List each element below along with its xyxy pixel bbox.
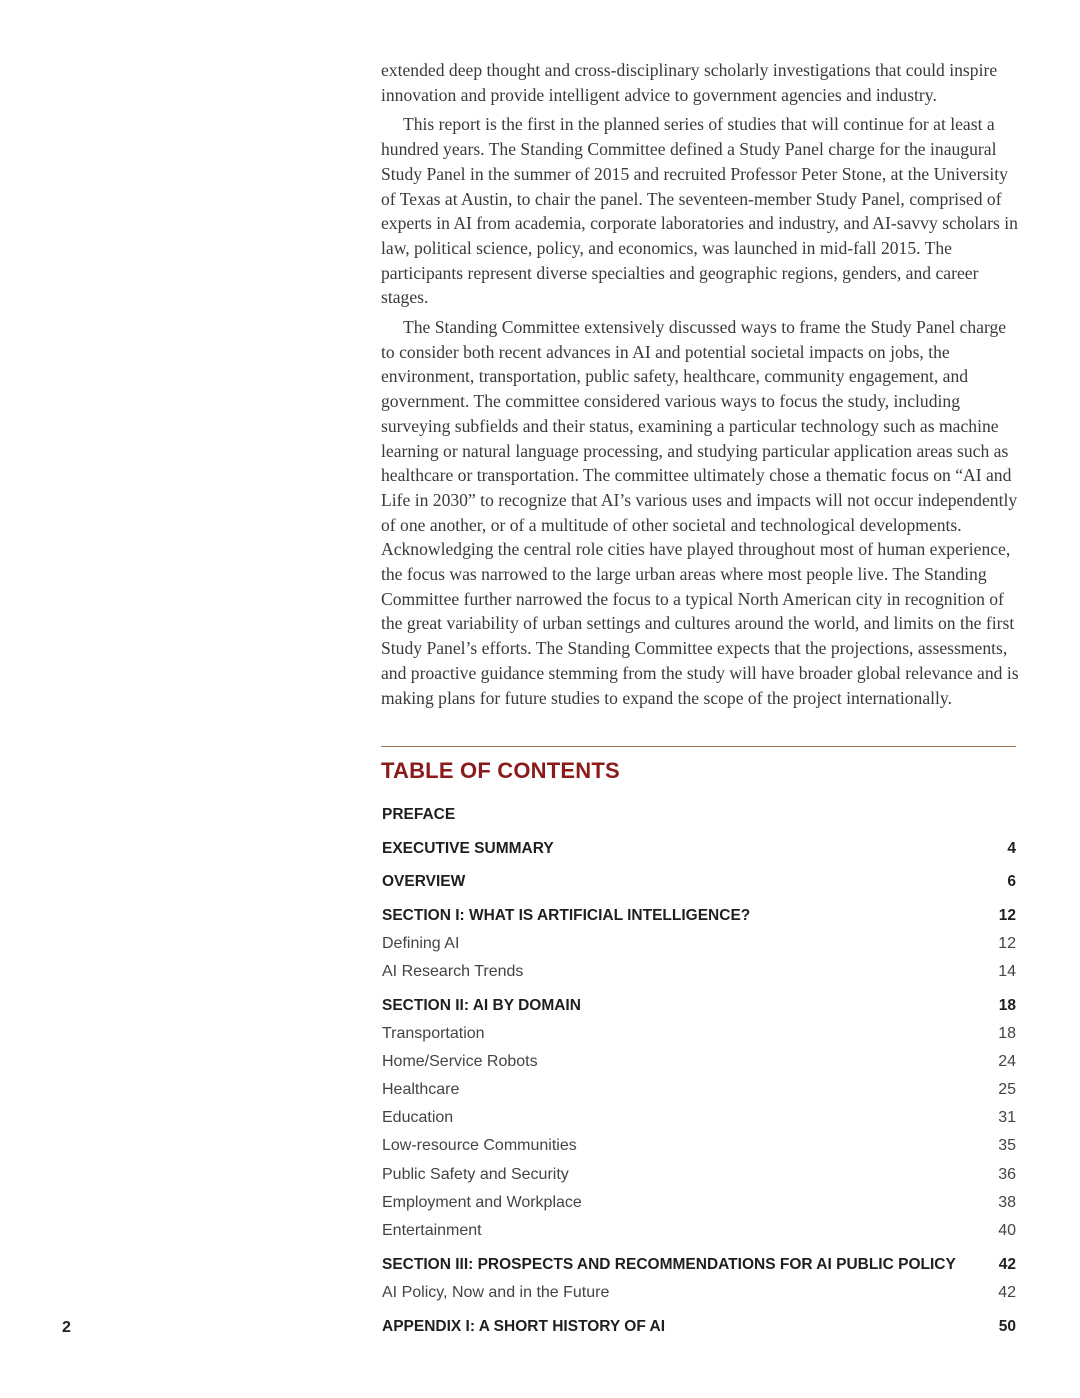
- section-divider: [381, 746, 1016, 747]
- toc-entry-label: OVERVIEW: [382, 873, 466, 890]
- toc-entry-healthcare[interactable]: [382, 1081, 1016, 1099]
- toc-entry-label: SECTION III: PROSPECTS AND RECOMMENDATIONS FOR AI PUBLIC POLICY: [382, 1256, 956, 1273]
- paragraph-continuation: extended deep thought and cross-disciplinary scholarly investigations that could inspire innovation and provide intelligent advice to government agencies and industry.: [381, 60, 998, 105]
- toc-entry-low-resource-communities[interactable]: [382, 1137, 1016, 1155]
- toc-entry-executive-summary[interactable]: [382, 840, 1016, 858]
- toc-entry-home-service-robots[interactable]: [382, 1053, 1016, 1071]
- toc-entry-label: SECTION I: WHAT IS ARTIFICIAL INTELLIGENCE?: [382, 907, 751, 924]
- toc-entry-section-2[interactable]: [382, 997, 1016, 1015]
- toc-entry-preface[interactable]: [382, 806, 1016, 824]
- toc-entry-label: Home/Service Robots: [382, 1053, 538, 1070]
- toc-entry-label: Public Safety and Security: [382, 1166, 569, 1183]
- body-text: [381, 58, 1021, 715]
- page-number: 2: [62, 1319, 71, 1336]
- toc-entry-label: Healthcare: [382, 1081, 460, 1098]
- toc-entry-page: 42: [998, 1256, 1016, 1273]
- toc-entry-label: Low-resource Communities: [382, 1137, 577, 1154]
- toc-entry-page: 36: [998, 1166, 1016, 1183]
- toc-entry-public-safety[interactable]: [382, 1166, 1016, 1184]
- toc-entry-label: APPENDIX I: A SHORT HISTORY OF AI: [382, 1318, 666, 1335]
- toc-entry-label: Defining AI: [382, 935, 460, 952]
- toc-entry-label: Entertainment: [382, 1222, 482, 1239]
- toc-entry-label: AI Policy, Now and in the Future: [382, 1284, 610, 1301]
- toc-entry-ai-policy[interactable]: [382, 1284, 1016, 1302]
- toc-entry-page: 40: [998, 1222, 1016, 1239]
- toc-entry-page: 18: [998, 997, 1016, 1014]
- toc-entry-label: SECTION II: AI BY DOMAIN: [382, 997, 581, 1014]
- toc-entry-label: PREFACE: [382, 806, 456, 823]
- toc-entry-page: 24: [998, 1053, 1016, 1070]
- toc-entry-page: 38: [998, 1194, 1016, 1211]
- toc-entry-label: Transportation: [382, 1025, 485, 1042]
- toc-entry-page: 12: [998, 907, 1016, 924]
- toc-entry-appendix-1[interactable]: [382, 1318, 1016, 1336]
- toc-entry-section-3[interactable]: [382, 1256, 1016, 1274]
- toc-entry-page: 25: [998, 1081, 1016, 1098]
- toc-entry-entertainment[interactable]: [382, 1222, 1016, 1240]
- toc-entry-page: 35: [998, 1137, 1016, 1154]
- toc-entry-label: EXECUTIVE SUMMARY: [382, 840, 554, 857]
- paragraph-study-focus: The Standing Committee extensively discussed ways to frame the Study Panel charge to consider both recent advances in AI and potential societal impacts on jobs, the environment, transportation, public safety, healthcare, community engagement, and government. The committee considered various ways to focus the study, including surveying subfields and their status, examining a particular technology such as machine learning or natural language processing, and studying particular application areas such as healthcare or transportation. The committee ultimately chose a thematic focus on “AI and Life in 2030” to recognize that AI’s various uses and impacts will not occur independently of one another, or of a multitude of other societal and technological developments. Acknowledging the central role cities have played throughout most of human experience, the focus was narrowed to the large urban areas where most people live. The Standing Committee further narrowed the focus to a typical North American city in recognition of the great variability of urban settings and cultures around the world, and limits on the first Study Panel’s efforts. The Standing Committee expects that the projections, assessments, and proactive guidance stemming from the study will have broader global relevance and is making plans for future studies to expand the scope of the project internationally.: [381, 317, 1019, 708]
- toc-entry-defining-ai[interactable]: [382, 935, 1016, 953]
- toc-entry-page: 50: [998, 1318, 1016, 1335]
- paragraph-report-series: This report is the first in the planned series of studies that will continue for at least a hundred years. The Standing Committee defined a Study Panel charge for the inaugural Study Panel in the summer of 2015 and recruited Professor Peter Stone, at the University of Texas at Austin, to chair the panel. The seventeen-member Study Panel, comprised of experts in AI from academia, corporate laboratories and industry, and AI-savvy scholars in law, political science, policy, and economics, was launched in mid-fall 2015. The participants represent diverse specialties and geographic regions, genders, and career stages.: [381, 114, 1018, 308]
- toc-entry-page: 18: [998, 1025, 1016, 1042]
- toc-entry-page: 12: [998, 935, 1016, 952]
- toc-entry-page: 4: [1007, 840, 1016, 857]
- toc-entry-page: 42: [998, 1284, 1016, 1301]
- toc-entry-page: 6: [1007, 873, 1016, 890]
- toc-entry-transportation[interactable]: [382, 1025, 1016, 1043]
- toc-entry-page: 14: [998, 963, 1016, 980]
- toc-entry-page: 31: [998, 1109, 1016, 1126]
- toc-entry-employment[interactable]: [382, 1194, 1016, 1212]
- toc-entry-overview[interactable]: [382, 873, 1016, 891]
- toc-entry-education[interactable]: [382, 1109, 1016, 1127]
- toc-entry-label: Education: [382, 1109, 454, 1126]
- toc-entry-label: Employment and Workplace: [382, 1194, 582, 1211]
- toc-entry-section-1[interactable]: [382, 907, 1016, 925]
- toc-entry-ai-research-trends[interactable]: [382, 963, 1016, 981]
- toc-entry-label: AI Research Trends: [382, 963, 524, 980]
- toc-title: TABLE OF CONTENTS: [381, 758, 620, 783]
